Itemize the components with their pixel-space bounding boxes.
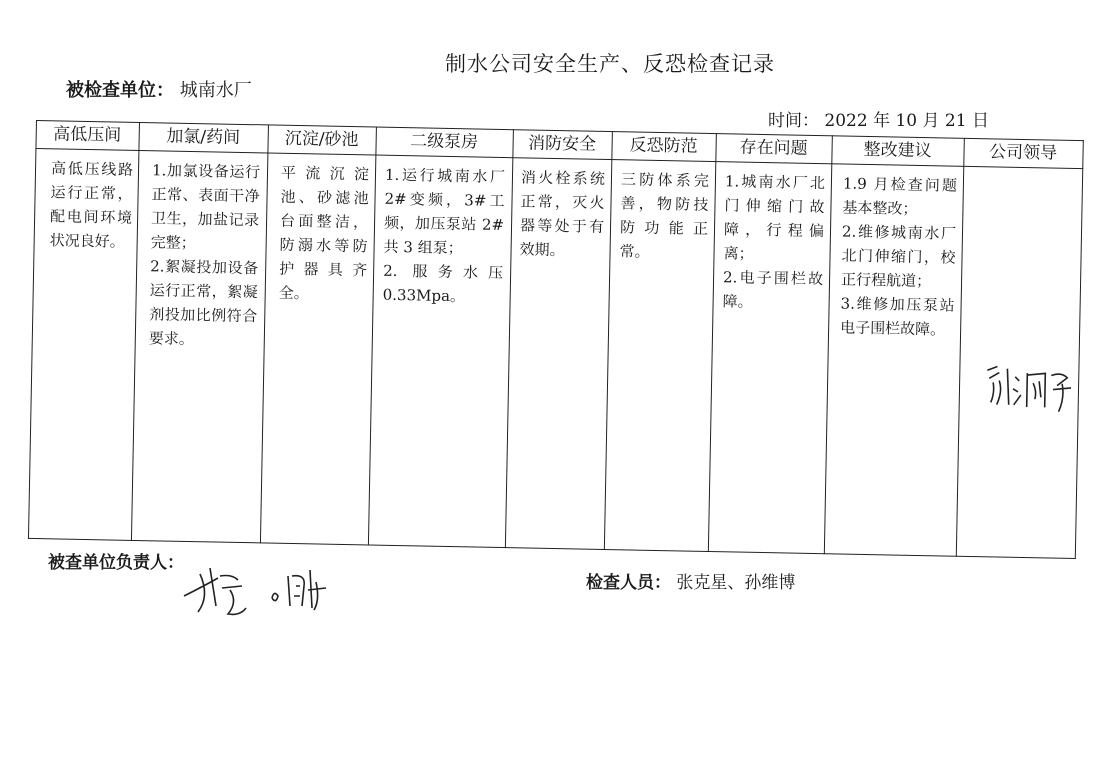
inspectors — [586, 568, 795, 593]
cell-paragraph: 2.维修城南水厂北门伸缩门，校正行程航道； — [840, 222, 957, 291]
inspected-unit-label: 被检查单位： — [66, 80, 174, 101]
document-title: 制水公司安全生产、反恐检查记录 — [445, 52, 775, 76]
table-col-border — [956, 138, 965, 557]
table-col-border — [604, 131, 613, 550]
table-cell — [49, 156, 133, 254]
inspectors-value: 张克星、孙维博 — [676, 573, 796, 593]
table-col-border — [1075, 140, 1084, 559]
table-cell — [840, 172, 957, 342]
table-cell — [382, 163, 505, 309]
cell-paragraph: 3.维修加压泵站电子围栏故障。 — [839, 294, 955, 339]
table-cell — [278, 161, 369, 307]
table-cell — [519, 165, 605, 263]
time-label: 时间： — [768, 111, 819, 131]
column-header: 沉淀/砂池 — [284, 128, 359, 151]
cell-paragraph: 三防体系完善，物防技防功能正常。 — [619, 170, 710, 261]
cell-paragraph: 1.城南水厂北门伸缩门故障，行程偏离； — [723, 172, 826, 263]
table-col-border — [505, 129, 514, 548]
inspection-time — [768, 106, 989, 131]
column-header: 存在问题 — [739, 137, 808, 159]
table-col-border — [28, 120, 37, 539]
column-header: 二级泵房 — [409, 131, 479, 153]
table-col-border — [824, 135, 833, 554]
column-header: 反恐防范 — [629, 135, 698, 157]
cell-paragraph: 高低压线路运行正常，配电间环境状况良好。 — [49, 159, 134, 251]
table-cell — [722, 169, 825, 315]
leader-signature-image — [982, 360, 1075, 422]
cell-paragraph: 1.加氯设备运行正常、表面干净卫生，加盐记录完整； — [150, 161, 261, 253]
inspected-unit — [66, 76, 252, 102]
table-col-border — [708, 133, 717, 552]
cell-paragraph: 消火栓系统正常，灭火器等处于有效期。 — [519, 168, 606, 260]
cell-paragraph: 2.电子围栏故障。 — [722, 268, 824, 311]
responsible-person-label: 被查单位负责人： — [48, 553, 184, 573]
cell-paragraph: 2. 服务水压 0.33Mpa。 — [382, 261, 504, 306]
column-header: 高低压间 — [53, 124, 122, 146]
cell-paragraph: 1.9 月检查问题基本整改； — [842, 174, 958, 218]
cell-paragraph: 2.絮凝投加设备运行正常，絮凝剂投加比例符合要求。 — [148, 257, 259, 349]
cell-paragraph: 1.运行城南水厂 2#变频，3#工频，加压泵站 2#共 3 组泵； — [383, 165, 506, 258]
column-header: 整改建议 — [863, 139, 932, 162]
inspectors-label: 检查人员： — [586, 573, 671, 593]
column-header: 加氯/药间 — [166, 126, 241, 148]
table-col-border — [260, 124, 269, 543]
table-cell — [619, 167, 709, 265]
cell-paragraph: 平流沉淀池、砂滤池台面整洁，防溺水等防护器具齐全。 — [278, 163, 370, 303]
column-header: 消防安全 — [527, 133, 597, 155]
time-value: 2022 年 10 月 21 日 — [824, 111, 989, 131]
column-header: 公司领导 — [988, 142, 1058, 164]
table-col-border — [368, 127, 377, 546]
inspection-table — [28, 120, 1084, 560]
inspected-unit-value: 城南水厂 — [179, 80, 252, 101]
responsible-signature-image — [180, 556, 360, 622]
table-cell — [149, 158, 261, 352]
